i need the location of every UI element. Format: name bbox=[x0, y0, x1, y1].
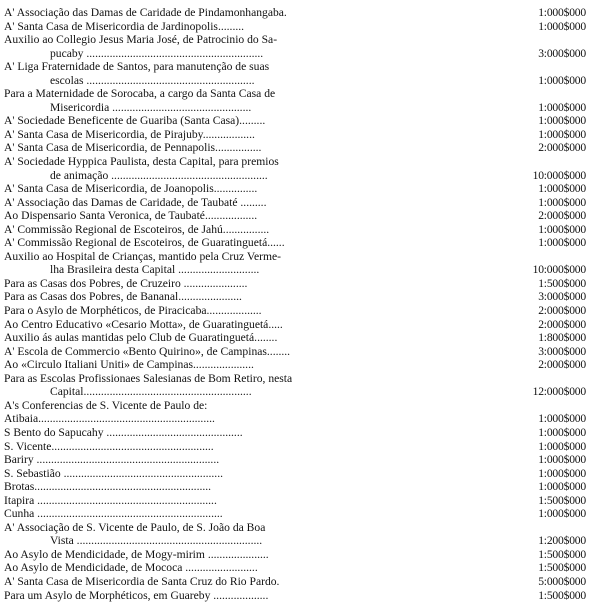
entry-line: Ao Asylo de Mendicidade, de Mogy-mirim ..................... bbox=[4, 547, 269, 561]
entry-description bbox=[4, 236, 510, 250]
entry-description bbox=[4, 331, 510, 345]
entry-row bbox=[4, 250, 586, 277]
entry-line: Ao Dispensario Santa Veronica, de Taubaté.................. bbox=[4, 209, 258, 223]
entry-line: Ao Centro Educativo «Cesario Motta», de Guaratinguetá..... bbox=[4, 317, 283, 331]
entry-line: Misericordia ................................................ bbox=[50, 100, 252, 114]
entry-line: Para as Escolas Profissionaes Salesianas de Bom Retiro, nesta bbox=[4, 371, 293, 385]
entry-description bbox=[4, 412, 510, 426]
entry-line: A' Sociedade Beneficente de Guariba (Santa Casa)......... bbox=[4, 114, 266, 128]
entry-amount: 2:000$000 bbox=[538, 317, 586, 331]
entry-description bbox=[4, 467, 510, 481]
entry-line: Atibaia............................................................. bbox=[4, 412, 215, 426]
entry-amount: 2:000$000 bbox=[538, 141, 586, 155]
entry-amount: 10:000$000 bbox=[532, 263, 586, 277]
entry-row bbox=[4, 467, 586, 481]
entry-amount: 1:000$000 bbox=[538, 466, 586, 480]
entry-row bbox=[4, 345, 586, 359]
entry-line: lha Brasileira desta Capital ............................ bbox=[50, 263, 260, 277]
entry-line: A' Sociedade Hyppica Paulista, desta Capital, para premios bbox=[4, 155, 279, 169]
entry-line: A' Santa Casa de Misericordia de Santa Cruz do Rio Pardo. bbox=[4, 574, 280, 588]
entry-amount: 1:000$000 bbox=[538, 100, 586, 114]
entry-description bbox=[4, 114, 510, 128]
entry-description bbox=[4, 141, 510, 155]
entry-amount: 5:000$000 bbox=[538, 574, 586, 588]
entry-amount: 2:000$000 bbox=[538, 209, 586, 223]
entry-description bbox=[4, 155, 510, 182]
entry-amount: 3:000$000 bbox=[538, 46, 586, 60]
entry-line: A' Escola de Commercio «Bento Quirino», de Campinas........ bbox=[4, 344, 291, 358]
entry-line: Capital.......................................................... bbox=[50, 385, 252, 399]
entry-row bbox=[4, 521, 586, 548]
entry-amount: 10:000$000 bbox=[532, 168, 586, 182]
entry-description bbox=[4, 453, 510, 467]
conference-donation-list bbox=[4, 412, 600, 602]
entry-line: Ao «Circulo Italiani Uniti» de Campinas..................... bbox=[4, 358, 254, 372]
entry-amount: 1:000$000 bbox=[538, 114, 586, 128]
entry-line: A' Liga Fraternidade de Santos, para manutenção de suas bbox=[4, 60, 270, 74]
entry-line: pucaby ............................................................. bbox=[50, 46, 264, 60]
entry-line: Auxilio ao Collegio Jesus Maria José, de Patrocinio do Sa- bbox=[4, 33, 278, 47]
entry-amount: 1:000$000 bbox=[538, 73, 586, 87]
entry-amount: 1:000$000 bbox=[538, 19, 586, 33]
entry-amount: 3:000$000 bbox=[538, 344, 586, 358]
entry-row bbox=[4, 453, 586, 467]
entry-amount: 1:000$000 bbox=[538, 236, 586, 250]
entry-line: S. Sebastião ....................................................... bbox=[4, 466, 223, 480]
entry-line: A' Santa Casa de Misericordia de Jardinopolis......... bbox=[4, 19, 245, 33]
entry-amount: 1:500$000 bbox=[538, 493, 586, 507]
entry-description bbox=[4, 290, 510, 304]
entry-amount: 1:000$000 bbox=[538, 439, 586, 453]
entry-description bbox=[4, 277, 510, 291]
entry-description bbox=[4, 345, 510, 359]
entry-line: Vista ................................................................ bbox=[50, 534, 263, 548]
entry-amount: 1:000$000 bbox=[538, 182, 586, 196]
entry-amount: 1:000$000 bbox=[538, 6, 586, 19]
entry-line: Auxilio ao Hospital de Crianças, mantido pela Cruz Verme- bbox=[4, 249, 281, 263]
section-heading: A's Conferencias de S. Vicente de Paulo de: bbox=[4, 398, 208, 412]
entry-amount: 1:500$000 bbox=[538, 547, 586, 561]
entry-description bbox=[4, 358, 510, 372]
entry-row bbox=[4, 561, 586, 575]
entry-line: A' Santa Casa de Misericordia, de Pennapolis................ bbox=[4, 141, 262, 155]
entry-row bbox=[4, 114, 586, 128]
entry-row bbox=[4, 412, 586, 426]
entry-description bbox=[4, 33, 510, 60]
entry-description bbox=[4, 209, 510, 223]
entry-description bbox=[4, 87, 510, 114]
entry-amount: 1:000$000 bbox=[538, 412, 586, 426]
entry-amount: 12:000$000 bbox=[532, 385, 586, 399]
entry-amount: 1:500$000 bbox=[538, 588, 586, 602]
entry-line: Bariry ............................................................... bbox=[4, 453, 220, 467]
entry-description bbox=[4, 548, 510, 562]
entry-amount: 3:000$000 bbox=[538, 290, 586, 304]
entry-line: de animação ...................................................... bbox=[50, 168, 268, 182]
entry-row bbox=[4, 223, 586, 237]
entry-amount: 1:000$000 bbox=[538, 453, 586, 467]
entry-line: S Bento do Sapucahy ............................................... bbox=[4, 425, 243, 439]
entry-amount: 1:000$000 bbox=[538, 507, 586, 521]
entry-row bbox=[4, 141, 586, 155]
entry-row bbox=[4, 290, 586, 304]
entry-description bbox=[4, 223, 510, 237]
entry-description bbox=[4, 372, 510, 399]
entry-line: A' Associação das Damas de Caridade, de Taubaté ......... bbox=[4, 195, 267, 209]
entry-line: Auxilio ás aulas mantidas pelo Club de Guaratinguetá........ bbox=[4, 331, 278, 345]
entry-row bbox=[4, 494, 586, 508]
entry-row bbox=[4, 33, 586, 60]
entry-amount: 1:000$000 bbox=[538, 195, 586, 209]
entry-description bbox=[4, 521, 510, 548]
entry-row bbox=[4, 20, 586, 34]
entry-description bbox=[4, 60, 510, 87]
entry-amount: 1:000$000 bbox=[538, 127, 586, 141]
entry-description bbox=[4, 575, 510, 589]
entry-row bbox=[4, 209, 586, 223]
entry-description bbox=[4, 20, 510, 34]
entry-line: S. Vicente........................................................ bbox=[4, 439, 214, 453]
entry-description bbox=[4, 561, 510, 575]
entry-line: Cunha ................................................................ bbox=[4, 507, 223, 521]
entry-row bbox=[4, 507, 586, 521]
entry-amount: 1:000$000 bbox=[538, 222, 586, 236]
entry-row bbox=[4, 182, 586, 196]
entry-line: A' Santa Casa de Misericordia, de Joanopolis............... bbox=[4, 182, 258, 196]
entry-description bbox=[4, 250, 510, 277]
entry-row bbox=[4, 128, 586, 142]
entry-amount: 1:000$000 bbox=[538, 480, 586, 494]
entry-amount: 1:500$000 bbox=[538, 561, 586, 575]
entry-line: A' Commissão Regional de Escoteiros, de Jahú................ bbox=[4, 222, 270, 236]
entry-line: Para o Asylo de Morphéticos, de Piracicaba................... bbox=[4, 304, 262, 318]
entry-row bbox=[4, 548, 586, 562]
entry-description bbox=[4, 196, 510, 210]
entry-line: Brotas............................................................. bbox=[4, 480, 212, 494]
entry-amount: 1:500$000 bbox=[538, 276, 586, 290]
entry-line: Para as Casas dos Pobres, de Bananal...................... bbox=[4, 290, 242, 304]
entry-description bbox=[4, 494, 510, 508]
entry-description bbox=[4, 304, 510, 318]
entry-row bbox=[4, 575, 586, 589]
entry-description bbox=[4, 507, 510, 521]
entry-row bbox=[4, 331, 586, 345]
entry-description bbox=[4, 128, 510, 142]
entry-row bbox=[4, 318, 586, 332]
entry-description bbox=[4, 440, 510, 454]
entry-row bbox=[4, 440, 586, 454]
donation-list bbox=[4, 6, 600, 399]
entry-row bbox=[4, 236, 586, 250]
entry-line: A' Associação das Damas de Caridade de Pindamonhangaba. bbox=[4, 6, 287, 19]
entry-amount: 1:800$000 bbox=[538, 331, 586, 345]
entry-line: escolas .......................................................... bbox=[50, 73, 255, 87]
entry-amount: 1:000$000 bbox=[538, 425, 586, 439]
entry-row bbox=[4, 6, 586, 20]
entry-row bbox=[4, 277, 586, 291]
entry-row bbox=[4, 358, 586, 372]
entry-row bbox=[4, 372, 586, 399]
entry-line: A' Commissão Regional de Escoteiros, de Guaratinguetá...... bbox=[4, 236, 285, 250]
entry-description bbox=[4, 480, 510, 494]
entry-description bbox=[4, 318, 510, 332]
entry-description bbox=[4, 589, 510, 603]
entry-row bbox=[4, 87, 586, 114]
entry-description bbox=[4, 182, 510, 196]
entry-line: Para a Maternidade de Sorocaba, a cargo da Santa Casa de bbox=[4, 87, 276, 101]
entry-description bbox=[4, 426, 510, 440]
entry-line: A' Santa Casa de Misericordia, de Pirajuby.................. bbox=[4, 127, 255, 141]
entry-row bbox=[4, 155, 586, 182]
entry-line: Itapira .............................................................. bbox=[4, 493, 217, 507]
entry-line: Para as Casas dos Pobres, de Cruzeiro ...................... bbox=[4, 276, 248, 290]
entry-row bbox=[4, 196, 586, 210]
entry-row bbox=[4, 480, 586, 494]
entry-row bbox=[4, 60, 586, 87]
entry-line: A' Associação de S. Vicente de Paulo, de S. João da Boa bbox=[4, 520, 266, 534]
entry-line: Ao Asylo de Mendicidade, de Mococa ......................... bbox=[4, 561, 258, 575]
entry-description bbox=[4, 6, 510, 20]
entry-amount: 2:000$000 bbox=[538, 358, 586, 372]
entry-row bbox=[4, 589, 586, 603]
entry-amount: 2:000$000 bbox=[538, 304, 586, 318]
entry-row bbox=[4, 304, 586, 318]
entry-amount: 1:200$000 bbox=[538, 534, 586, 548]
entry-line: Para um Asylo de Morphéticos, em Guareby ................... bbox=[4, 588, 269, 602]
entry-row bbox=[4, 426, 586, 440]
